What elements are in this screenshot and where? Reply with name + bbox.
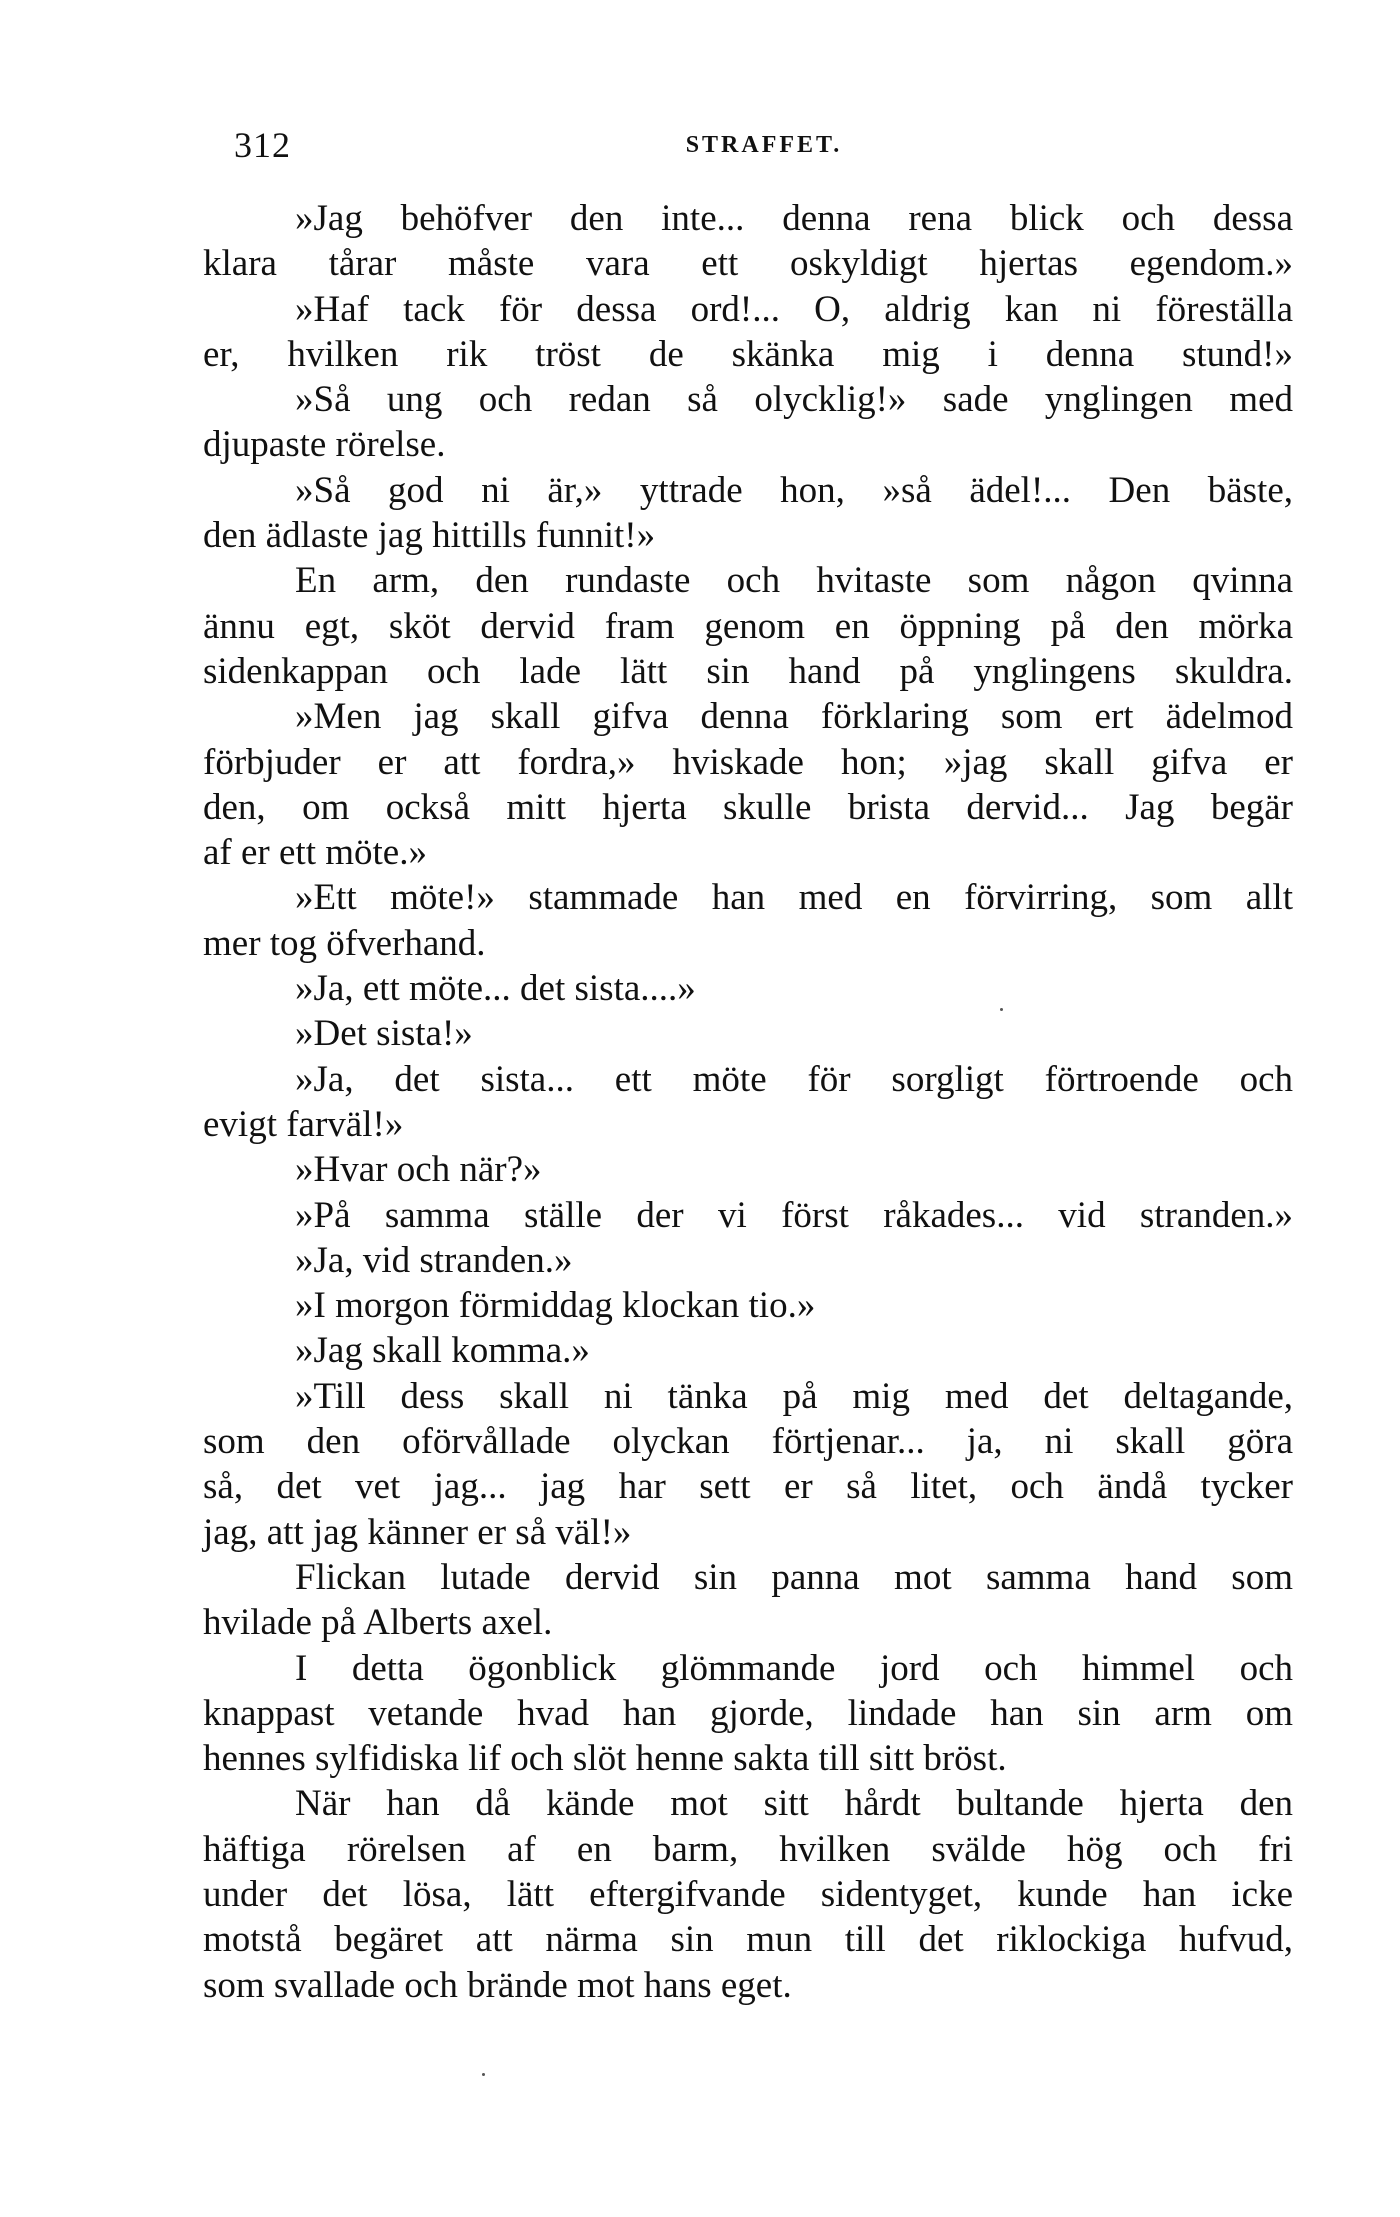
text-line: knappast vetande hvad han gjorde, lindade han sin arm om — [203, 1692, 1293, 1734]
text-line: mer tog öfverhand. — [203, 922, 486, 964]
text-line: förbjuder er att fordra,» hviskade hon; »jag skall gifva er — [203, 741, 1293, 783]
text-line: den, om också mitt hjerta skulle brista dervid... Jag begär — [203, 786, 1293, 828]
text-line: ännu egt, sköt dervid fram genom en öppning på den mörka — [203, 605, 1293, 647]
text-line: djupaste rörelse. — [203, 424, 446, 466]
page-header — [234, 124, 1294, 174]
text-line: I detta ögonblick glömmande jord och himmel och — [295, 1647, 1293, 1689]
page-number: 312 — [234, 125, 291, 165]
text-line: »Haf tack för dessa ord!... O, aldrig kan ni föreställa — [295, 288, 1293, 330]
text-line: »Så god ni är,» yttrade hon, »så ädel!... Den bäste, — [295, 469, 1293, 511]
text-line: klara tårar måste vara ett oskyldigt hjertas egendom.» — [203, 243, 1293, 285]
text-line: »Det sista!» — [295, 1013, 473, 1055]
text-line: evigt farväl!» — [203, 1103, 404, 1145]
text-line: motstå begäret att närma sin mun till det riklockiga hufvud, — [203, 1919, 1293, 1961]
body-text — [203, 196, 1293, 2008]
text-line: »Så ung och redan så olycklig!» sade ynglingen med — [295, 379, 1293, 421]
text-line: hennes sylfidiska lif och slöt henne sakta till sitt bröst. — [203, 1738, 1007, 1780]
running-title: STRAFFET. — [685, 132, 843, 158]
text-line: er, hvilken rik tröst de skänka mig i denna stund!» — [203, 333, 1293, 375]
text-line: under det lösa, lätt eftergifvande sidentyget, kunde han icke — [203, 1873, 1293, 1915]
text-line: En arm, den rundaste och hvitaste som någon qvinna — [295, 560, 1293, 602]
text-line: »Jag behöfver den inte... denna rena blick och dessa — [295, 198, 1293, 239]
text-line: som den oförvållade olyckan förtjenar... ja, ni skall göra — [203, 1421, 1293, 1463]
print-speck — [482, 2073, 485, 2076]
text-line: »Ja, vid stranden.» — [295, 1239, 573, 1281]
text-line: som svallade och brände mot hans eget. — [203, 1964, 792, 2006]
print-speck — [1000, 1008, 1003, 1011]
text-line: den ädlaste jag hittills funnit!» — [203, 515, 656, 557]
text-line: »Ett möte!» stammade han med en förvirring, som allt — [295, 877, 1293, 919]
text-line: sidenkappan och lade lätt sin hand på ynglingens skuldra. — [203, 650, 1293, 692]
text-line: så, det vet jag... jag har sett er så litet, och ändå tycker — [203, 1466, 1293, 1508]
text-line: jag, att jag känner er så väl!» — [203, 1511, 632, 1553]
text-line: »Hvar och när?» — [295, 1149, 542, 1191]
text-line: af er ett möte.» — [203, 832, 427, 874]
text-line: »Jag skall komma.» — [295, 1330, 590, 1372]
text-line: »Till dess skall ni tänka på mig med det deltagande, — [295, 1375, 1293, 1417]
text-line: Flickan lutade dervid sin panna mot samma hand som — [295, 1556, 1293, 1598]
text-line: När han då kände mot sitt hårdt bultande hjerta den — [295, 1783, 1293, 1825]
text-line: »Ja, ett möte... det sista....» — [295, 968, 696, 1010]
text-line: »På samma ställe der vi först råkades... vid stranden.» — [295, 1194, 1293, 1236]
text-line: hvilade på Alberts axel. — [203, 1602, 553, 1644]
text-line: häftiga rörelsen af en barm, hvilken svälde hög och fri — [203, 1828, 1293, 1870]
text-line: »Ja, det sista... ett möte för sorgligt förtroende och — [295, 1058, 1293, 1100]
text-line: »I morgon förmiddag klockan tio.» — [295, 1285, 816, 1327]
text-line: »Men jag skall gifva denna förklaring som ert ädelmod — [295, 696, 1293, 738]
